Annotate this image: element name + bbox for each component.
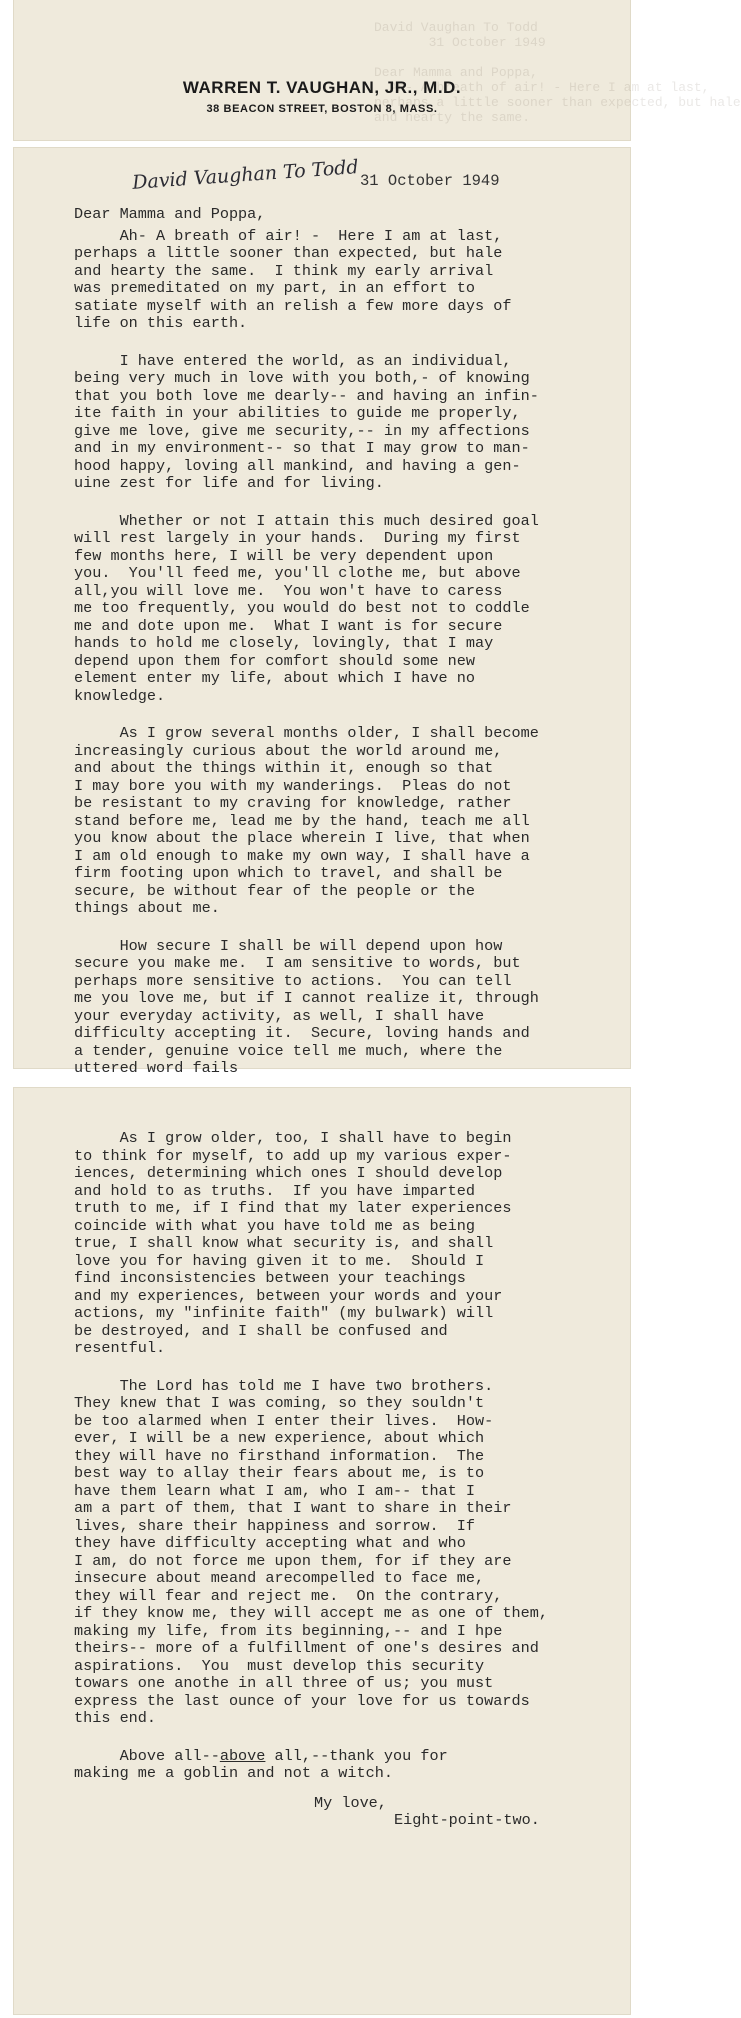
text-line: secure you make me. I am sensitive to words, but <box>74 954 521 972</box>
paragraph <box>74 513 614 706</box>
text-line: you. You'll feed me, you'll clothe me, but above <box>74 564 521 582</box>
text-line: uine zest for life and for living. <box>74 474 384 492</box>
text-line: How secure I shall be will depend upon how <box>74 936 503 955</box>
text-line: towars one anothe in all three of us; you must <box>74 1674 494 1692</box>
text-line: a tender, genuine voice tell me much, where the <box>74 1041 503 1060</box>
paragraph <box>74 938 614 1078</box>
text-line: am a part of them, that I want to share in their <box>74 1499 512 1517</box>
text-line: best way to allay their fears about me, is to <box>74 1464 485 1482</box>
text-line: theirs-- more of a fulfillment of one's desires and <box>74 1639 539 1657</box>
text-line: As I grow older, too, I shall have to begin <box>74 1129 512 1147</box>
text-line: resentful. <box>74 1339 166 1357</box>
signature-block <box>74 1795 614 1830</box>
text-line: to think for myself, to add up my various exper- <box>74 1146 512 1165</box>
text-line: depend upon them for comfort should some new <box>74 651 476 670</box>
text-line: true, I shall know what security is, and shall <box>74 1234 494 1252</box>
paragraph <box>74 228 614 333</box>
text-line: express the last ounce of your love for us towards <box>74 1691 530 1710</box>
text-line: stand before me, lead me by the hand, teach me all <box>74 811 530 830</box>
text-line: The Lord has told me I have two brothers. <box>74 1376 494 1395</box>
bleed-through-text: David Vaughan To Todd 31 October 1949 Dear Mamma and Poppa, Ah- A breath of air! - Here I am at last, perhaps a little sooner than expected, but hale and hearty the same. <box>374 20 741 125</box>
text-line: hands to hold me closely, lovingly, that I may <box>74 634 494 652</box>
handwritten-annotation: David Vaughan To Todd <box>131 156 360 194</box>
text-line: give me love, give me security,-- in my affections <box>74 421 530 440</box>
letter-page-2 <box>14 1088 630 2014</box>
text-line: that you both love me dearly-- and having an infin- <box>74 386 539 405</box>
text-line: hood happy, loving all mankind, and having a gen- <box>74 456 521 475</box>
text-line: and my experiences, between your words and your <box>74 1286 503 1305</box>
emphasized-word: above <box>219 1746 266 1765</box>
paragraph <box>74 353 614 493</box>
page1-body <box>74 206 614 1098</box>
letterhead-name: WARREN T. VAUGHAN, JR., M.D. <box>182 78 462 97</box>
letterhead-strip <box>14 0 741 140</box>
text-line: difficulty accepting it. Secure, loving hands and <box>74 1024 530 1042</box>
text-line: things about me. <box>74 899 220 917</box>
text-line: I may bore you with my wanderings. Pleas do not <box>74 776 512 795</box>
text-line: and about the things within it, enough so that <box>74 759 494 777</box>
text-line: be too alarmed when I enter their lives. How- <box>74 1411 494 1430</box>
text-line: and hold to as truths. If you have imparted <box>74 1181 476 1200</box>
paragraph <box>74 1130 614 1358</box>
text-line: was premeditated on my part, in an effort to <box>74 279 476 297</box>
text-line: ite faith in your abilities to guide me properly, <box>74 404 521 422</box>
text-line: and hearty the same. I think my early arrival <box>74 261 494 280</box>
text-line: actions, my "infinite faith" (my bulwark) will <box>74 1304 494 1322</box>
signoff: My love, <box>314 1793 387 1812</box>
text-line: and in my environment-- so that I may grow to man- <box>74 439 530 457</box>
signature: Eight-point-two. <box>394 1811 540 1829</box>
text-line: lives, share their happiness and sorrow. If <box>74 1516 476 1535</box>
text-line: you know about the place wherein I live, that when <box>74 829 530 847</box>
text-line: firm footing upon which to travel, and shall be <box>74 864 503 882</box>
closing-paragraph <box>74 1748 614 1783</box>
text-line: ever, I will be a new experience, about which <box>74 1429 485 1447</box>
page2-body <box>74 1130 614 1830</box>
text-line: Ah- A breath of air! - Here I am at last, <box>74 226 503 245</box>
text-line: they have difficulty accepting what and who <box>74 1534 466 1552</box>
text-line: perhaps more sensitive to actions. You can tell <box>74 971 512 990</box>
text-line: all,you will love me. You won't have to caress <box>74 581 503 600</box>
text-line: being very much in love with you both,- of knowing <box>74 369 530 387</box>
text-line: secure, be without fear of the people or the <box>74 881 476 900</box>
text-line: love you for having given it to me. Should I <box>74 1251 485 1270</box>
text-line: Whether or not I attain this much desired goal <box>74 511 539 530</box>
text-line: perhaps a little sooner than expected, but hale <box>74 244 503 262</box>
page1-paragraphs <box>74 228 614 1078</box>
text-line: me too frequently, you would do best not to coddle <box>74 599 530 617</box>
text-line: they will fear and reject me. On the contrary, <box>74 1586 503 1605</box>
paragraph <box>74 725 614 918</box>
text-line: find inconsistencies between your teachings <box>74 1269 466 1287</box>
text-line: I am, do not force me upon them, for if they are <box>74 1551 512 1570</box>
text-line: insecure about meand arecompelled to face me, <box>74 1569 485 1587</box>
letterhead-address: 38 BEACON STREET, BOSTON 8, MASS. <box>206 103 438 115</box>
closing-line-1: Above all--above all,--thank you for <box>74 1746 448 1765</box>
text-line: iences, determining which ones I should develop <box>74 1164 503 1182</box>
text-line: aspirations. You must develop this security <box>74 1656 485 1675</box>
text-line: your everyday activity, as well, I shall have <box>74 1006 485 1025</box>
text-line: uttered word fails <box>74 1059 239 1077</box>
paragraph <box>74 1378 614 1728</box>
text-line: be resistant to my craving for knowledge, rather <box>74 794 512 812</box>
text-line: As I grow several months older, I shall become <box>74 724 539 742</box>
text-line: coincide with what you have told me as being <box>74 1216 476 1235</box>
letter-page-1 <box>14 148 630 1077</box>
text-line: me you love me, but if I cannot realize it, through <box>74 989 539 1007</box>
closing-line-2: making me a goblin and not a witch. <box>74 1764 393 1782</box>
text-line: I have entered the world, as an individual, <box>74 351 512 370</box>
text-line: will rest largely in your hands. During my first <box>74 529 521 547</box>
page2-paragraphs <box>74 1130 614 1728</box>
text-line: I am old enough to make my own way, I shall have a <box>74 846 530 865</box>
letter-date: 31 October 1949 <box>360 172 500 190</box>
text-line: truth to me, if I find that my later experiences <box>74 1199 512 1217</box>
text-line: they will have no firsthand information. The <box>74 1446 485 1465</box>
greeting: Dear Mamma and Poppa, <box>74 205 266 223</box>
text-line: making my life, from its beginning,-- and I hpe <box>74 1621 503 1640</box>
text-line: increasingly curious about the world around me, <box>74 741 503 760</box>
text-line: this end. <box>74 1709 157 1727</box>
text-line: satiate myself with an relish a few more days of <box>74 296 512 315</box>
text-line: if they know me, they will accept me as one of them, <box>74 1604 548 1622</box>
text-line: have them learn what I am, who I am-- that I <box>74 1481 476 1500</box>
text-line: life on this earth. <box>74 314 248 332</box>
text-line: me and dote upon me. What I want is for secure <box>74 616 503 635</box>
text-line: be destroyed, and I shall be confused and <box>74 1321 448 1340</box>
text-line: They knew that I was coming, so they souldn't <box>74 1394 485 1412</box>
text-line: few months here, I will be very dependent upon <box>74 546 494 565</box>
text-line: element enter my life, about which I have no <box>74 669 476 687</box>
text-line: knowledge. <box>74 686 166 705</box>
